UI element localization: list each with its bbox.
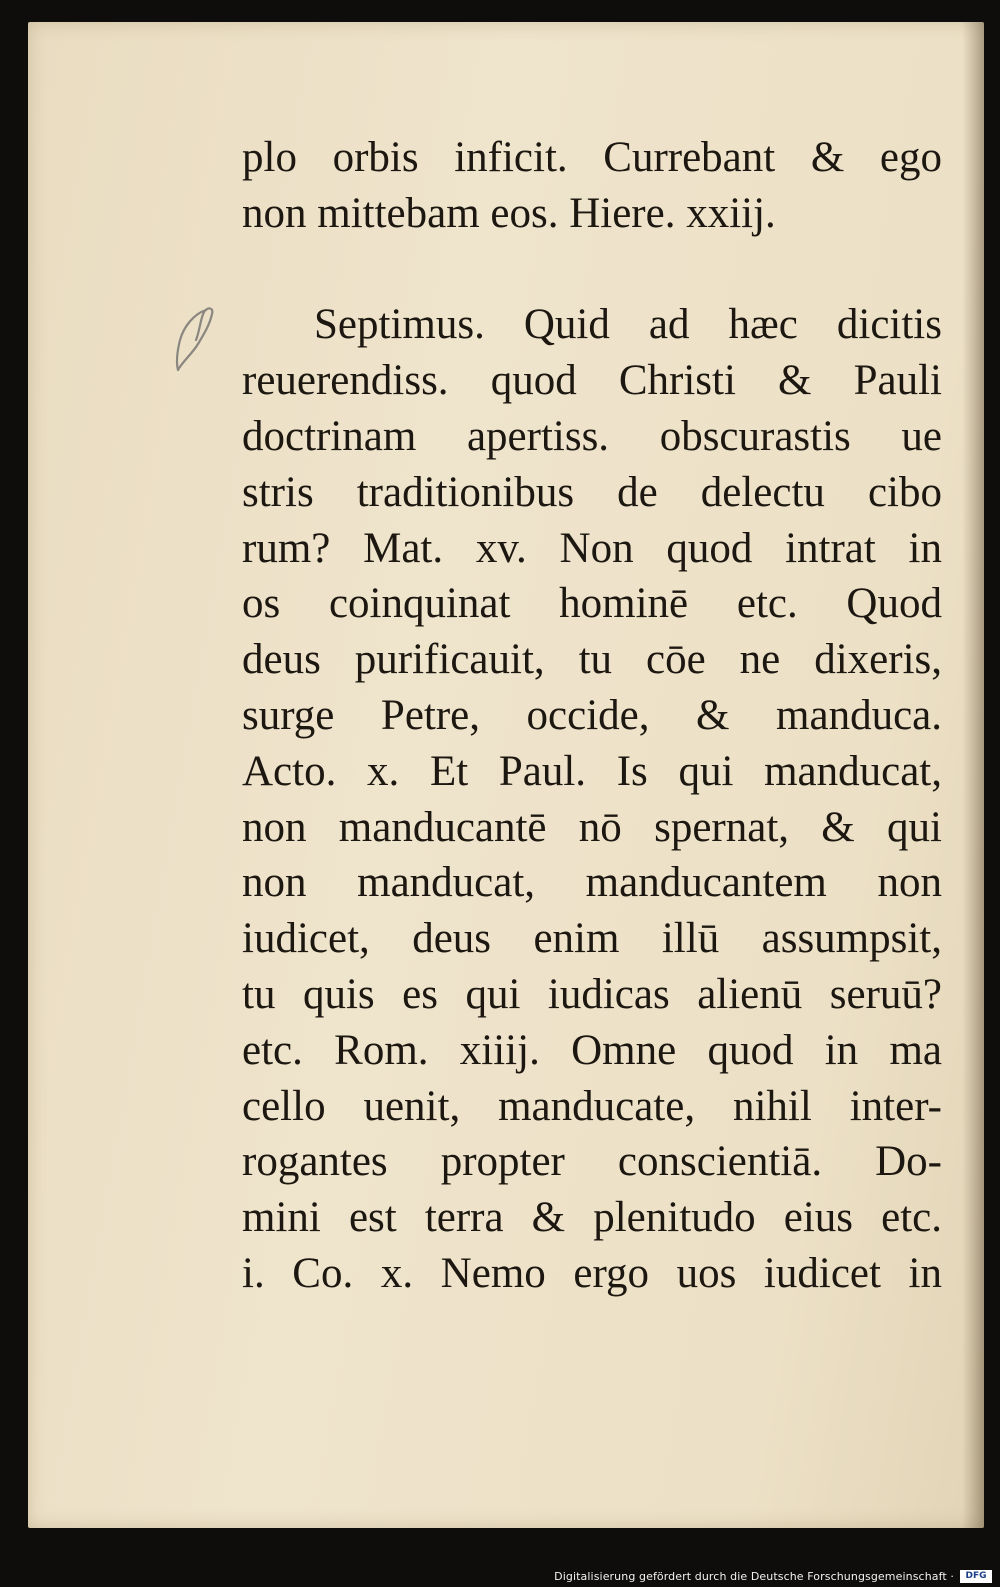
text-line: surge Petre, occide, & manduca.: [242, 691, 942, 739]
text-line: i. Co. x. Nemo ergo uos iudicet in: [242, 1249, 942, 1297]
text-line: tu quis es qui iudicas alienū seruū?: [242, 970, 942, 1018]
footer-bar: [0, 1565, 1000, 1587]
text-line: os coinquinat hominē etc. Quod: [242, 580, 942, 628]
text-line: plo orbis inficit. Currebant & ego: [242, 134, 942, 181]
text-line: etc. Rom. xiiij. Omne quod in ma: [242, 1026, 942, 1074]
text-line: rogantes propter conscientiā. Do-: [242, 1138, 942, 1186]
digitization-credit: Digitalisierung gefördert durch die Deutsche Forschungsgemeinschaft ·: [554, 1570, 954, 1583]
pencil-margin-mark: [166, 304, 226, 384]
text-line: mini est terra & plenitudo eius etc.: [242, 1194, 942, 1242]
text-line: non manducantē nō spernat, & qui: [242, 803, 942, 851]
text-line: iudicet, deus enim illū assumpsit,: [242, 915, 942, 963]
text-line: cello uenit, manducate, nihil inter-: [242, 1082, 942, 1130]
text-line: stris traditionibus de delectu cibo: [242, 468, 942, 516]
text-line: reuerendiss. quod Christi & Pauli: [242, 357, 942, 405]
page-text: [242, 130, 942, 1302]
text-line: deus purificauit, tu cōe ne dixeris,: [242, 636, 942, 684]
text-line: Acto. x. Et Paul. Is qui manducat,: [242, 747, 942, 795]
text-line: non manducat, manducantem non: [242, 859, 942, 907]
text-line: doctrinam apertiss. obscurastis ue: [242, 412, 942, 460]
text-line: rum? Mat. xv. Non quod intrat in: [242, 524, 942, 572]
text-line: non mittebam eos. Hiere. xxiij.: [242, 189, 776, 237]
text-line: Septimus. Quid ad hæc dicitis: [314, 301, 942, 349]
paragraph-gap: [242, 242, 942, 298]
dfg-logo: DFG: [960, 1570, 992, 1583]
book-page: [28, 22, 984, 1528]
gutter-shadow: [962, 22, 984, 1528]
